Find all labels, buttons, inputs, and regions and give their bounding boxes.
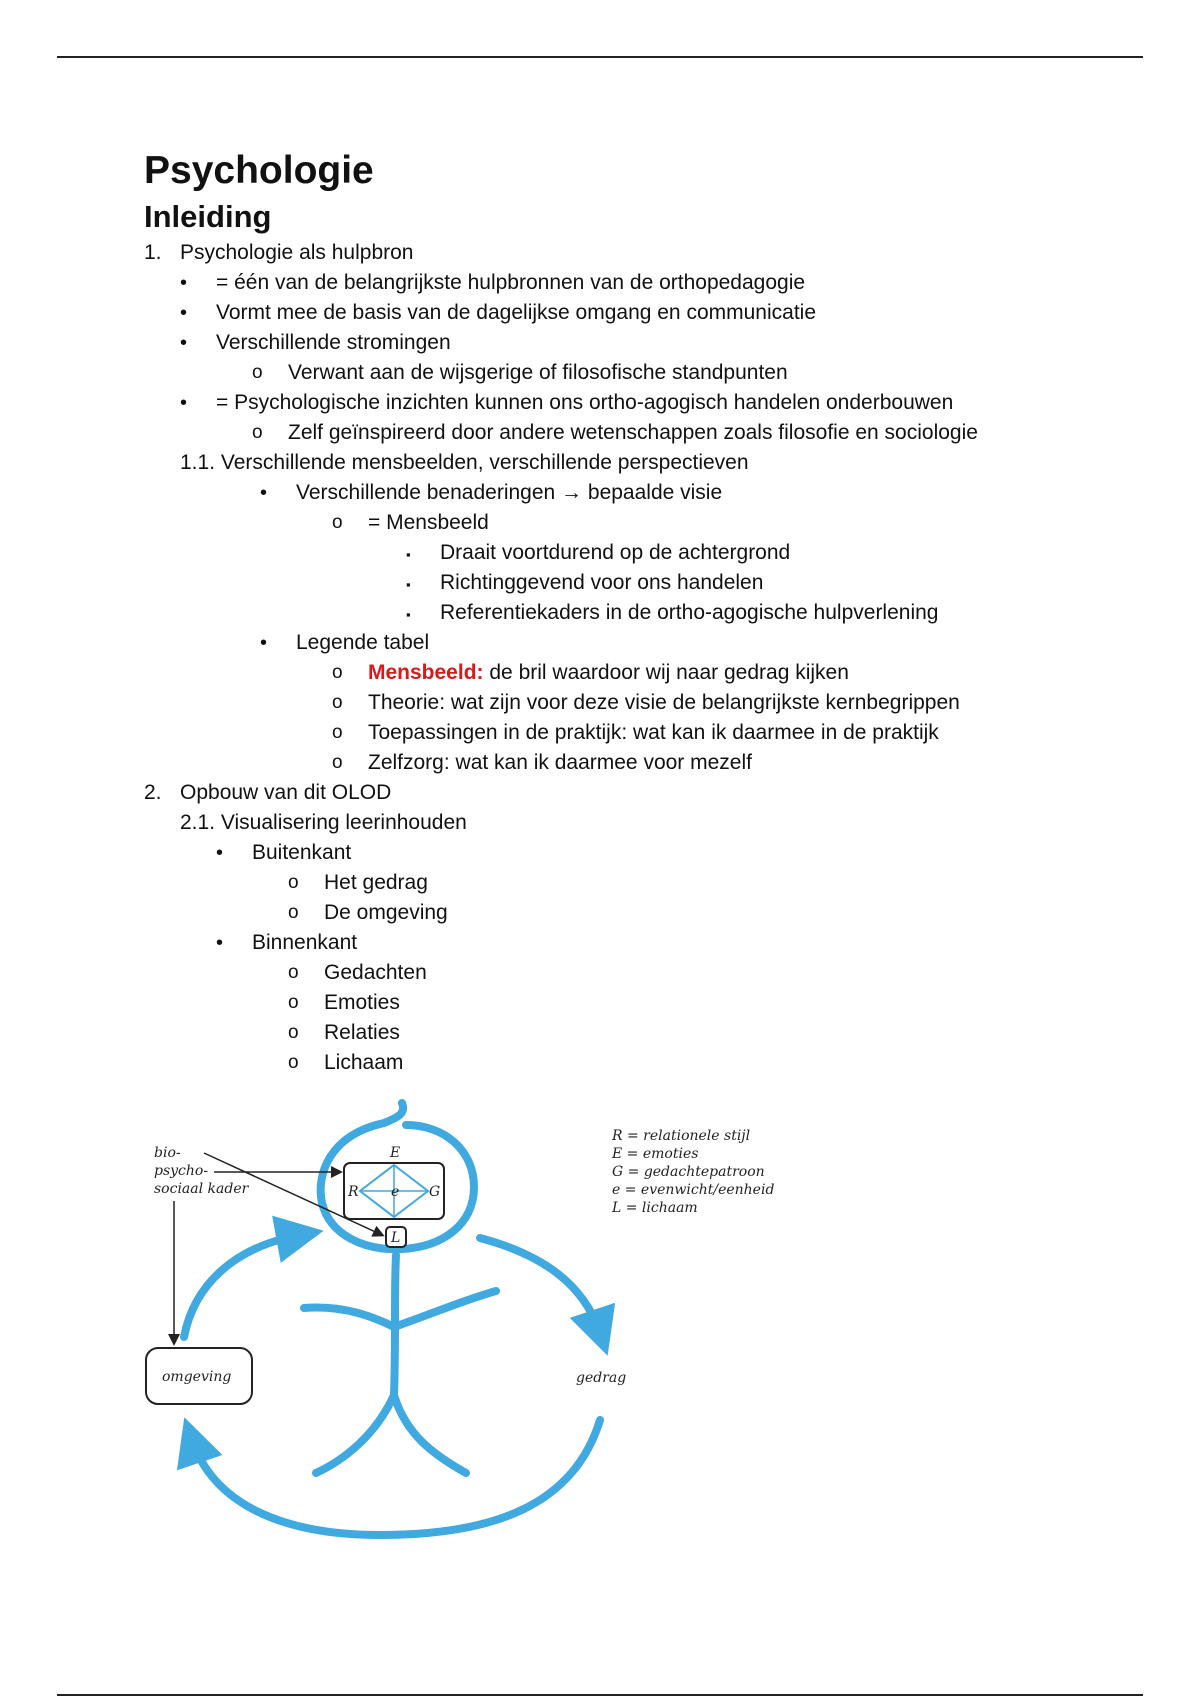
gedrag-label: gedrag	[576, 1370, 627, 1386]
list-item: o Verwant aan de wijsgerige of filosofische standpunten	[144, 358, 1104, 388]
circle-bullet-icon: o	[288, 962, 299, 983]
bullet-icon: •	[216, 932, 224, 954]
list-number: 2.	[144, 781, 162, 804]
square-bullet-icon: ▪	[406, 577, 411, 592]
circle-bullet-icon: o	[252, 362, 263, 383]
legend-item: G = gedachtepatroon	[612, 1164, 765, 1180]
circle-bullet-icon: o	[288, 1052, 299, 1073]
bullet-icon: •	[260, 632, 268, 654]
list-number: 1.	[144, 241, 162, 264]
square-bullet-icon: ▪	[406, 547, 411, 562]
subsection-heading: 2.1. Visualisering leerinhouden	[180, 811, 467, 834]
psychology-diagram	[144, 1095, 794, 1545]
section-heading: Inleiding	[144, 199, 272, 234]
frame-label-sociaal: sociaal kader	[154, 1181, 249, 1197]
circle-bullet-icon: o	[332, 752, 343, 773]
circle-bullet-icon: o	[332, 692, 343, 713]
circle-bullet-icon: o	[332, 512, 343, 533]
list-item: o Lichaam	[144, 1048, 1104, 1078]
diagram-legend	[611, 1128, 774, 1216]
label-R: R	[348, 1184, 359, 1200]
list-item: o Het gedrag	[144, 868, 1104, 898]
list-item: 1. Psychologie als hulpbron	[144, 238, 1104, 268]
inner-model	[344, 1145, 444, 1247]
legend-item: R = relationele stijl	[612, 1128, 751, 1144]
square-bullet-icon: ▪	[406, 607, 411, 622]
highlight-label: Mensbeeld:	[368, 661, 484, 684]
label-G: G	[429, 1184, 441, 1200]
list-item: o Toepassingen in de praktijk: wat kan ik daarmee in de praktijk	[144, 718, 1104, 748]
list-item: o Zelfzorg: wat kan ik daarmee voor mezelf	[144, 748, 1104, 778]
label-e: e	[391, 1184, 400, 1200]
list-item: 2. Opbouw van dit OLOD	[144, 778, 1104, 808]
list-item: o Gedachten	[144, 958, 1104, 988]
list-item: • = één van de belangrijkste hulpbronnen van de orthopedagogie	[144, 268, 1104, 298]
list-item: ▪ Referentiekaders in de ortho-agogische hulpverlening	[144, 598, 1104, 628]
list-item: • Legende tabel	[144, 628, 1104, 658]
list-item: • Buitenkant	[144, 838, 1104, 868]
page-title: Psychologie	[144, 149, 374, 192]
legend-item: L = lichaam	[612, 1200, 698, 1216]
top-rule	[57, 56, 1143, 58]
list-item: o = Mensbeeld	[144, 508, 1104, 538]
frame-label-bio: bio-	[154, 1145, 181, 1161]
frame-label-psycho: psycho-	[154, 1163, 209, 1179]
stick-figure	[304, 1255, 496, 1473]
bottom-rule	[57, 1694, 1143, 1696]
bullet-icon: •	[180, 392, 188, 414]
circle-bullet-icon: o	[288, 902, 299, 923]
list-item: • Verschillende benaderingen → bepaalde visie	[144, 478, 1104, 508]
list-item: o Mensbeeld: de bril waardoor wij naar gedrag kijken	[144, 658, 1104, 688]
label-L: L	[391, 1230, 401, 1246]
circle-bullet-icon: o	[252, 422, 263, 443]
omgeving-box	[146, 1348, 252, 1404]
list-item: • Binnenkant	[144, 928, 1104, 958]
bullet-icon: •	[260, 482, 268, 504]
omgeving-label: omgeving	[162, 1369, 232, 1385]
arrow-right-icon: →	[561, 481, 583, 504]
label-E: E	[390, 1145, 401, 1161]
circle-bullet-icon: o	[288, 872, 299, 893]
legend-item: E = emoties	[612, 1146, 699, 1162]
document-body	[144, 146, 1104, 1078]
list-item: • Verschillende stromingen	[144, 328, 1104, 358]
bullet-icon: •	[216, 842, 224, 864]
list-item: o Emoties	[144, 988, 1104, 1018]
list-item: • Vormt mee de basis van de dagelijkse omgang en communicatie	[144, 298, 1104, 328]
list-item: ▪ Richtinggevend voor ons handelen	[144, 568, 1104, 598]
subsection-heading: 1.1. Verschillende mensbeelden, verschillende perspectieven	[180, 451, 749, 474]
bullet-icon: •	[180, 272, 188, 294]
list-item: o Theorie: wat zijn voor deze visie de belangrijkste kernbegrippen	[144, 688, 1104, 718]
legend-item: e = evenwicht/eenheid	[612, 1182, 775, 1198]
circle-bullet-icon: o	[288, 1022, 299, 1043]
list-item: o Relaties	[144, 1018, 1104, 1048]
list-item: o De omgeving	[144, 898, 1104, 928]
circle-bullet-icon: o	[332, 722, 343, 743]
list-item: • = Psychologische inzichten kunnen ons ortho-agogisch handelen onderbouwen	[144, 388, 1104, 418]
list-item: ▪ Draait voortdurend op de achtergrond	[144, 538, 1104, 568]
circle-bullet-icon: o	[332, 662, 343, 683]
list-item: o Zelf geïnspireerd door andere wetenschappen zoals filosofie en sociologie	[144, 418, 1104, 448]
circle-bullet-icon: o	[288, 992, 299, 1013]
bullet-icon: •	[180, 302, 188, 324]
bullet-icon: •	[180, 332, 188, 354]
